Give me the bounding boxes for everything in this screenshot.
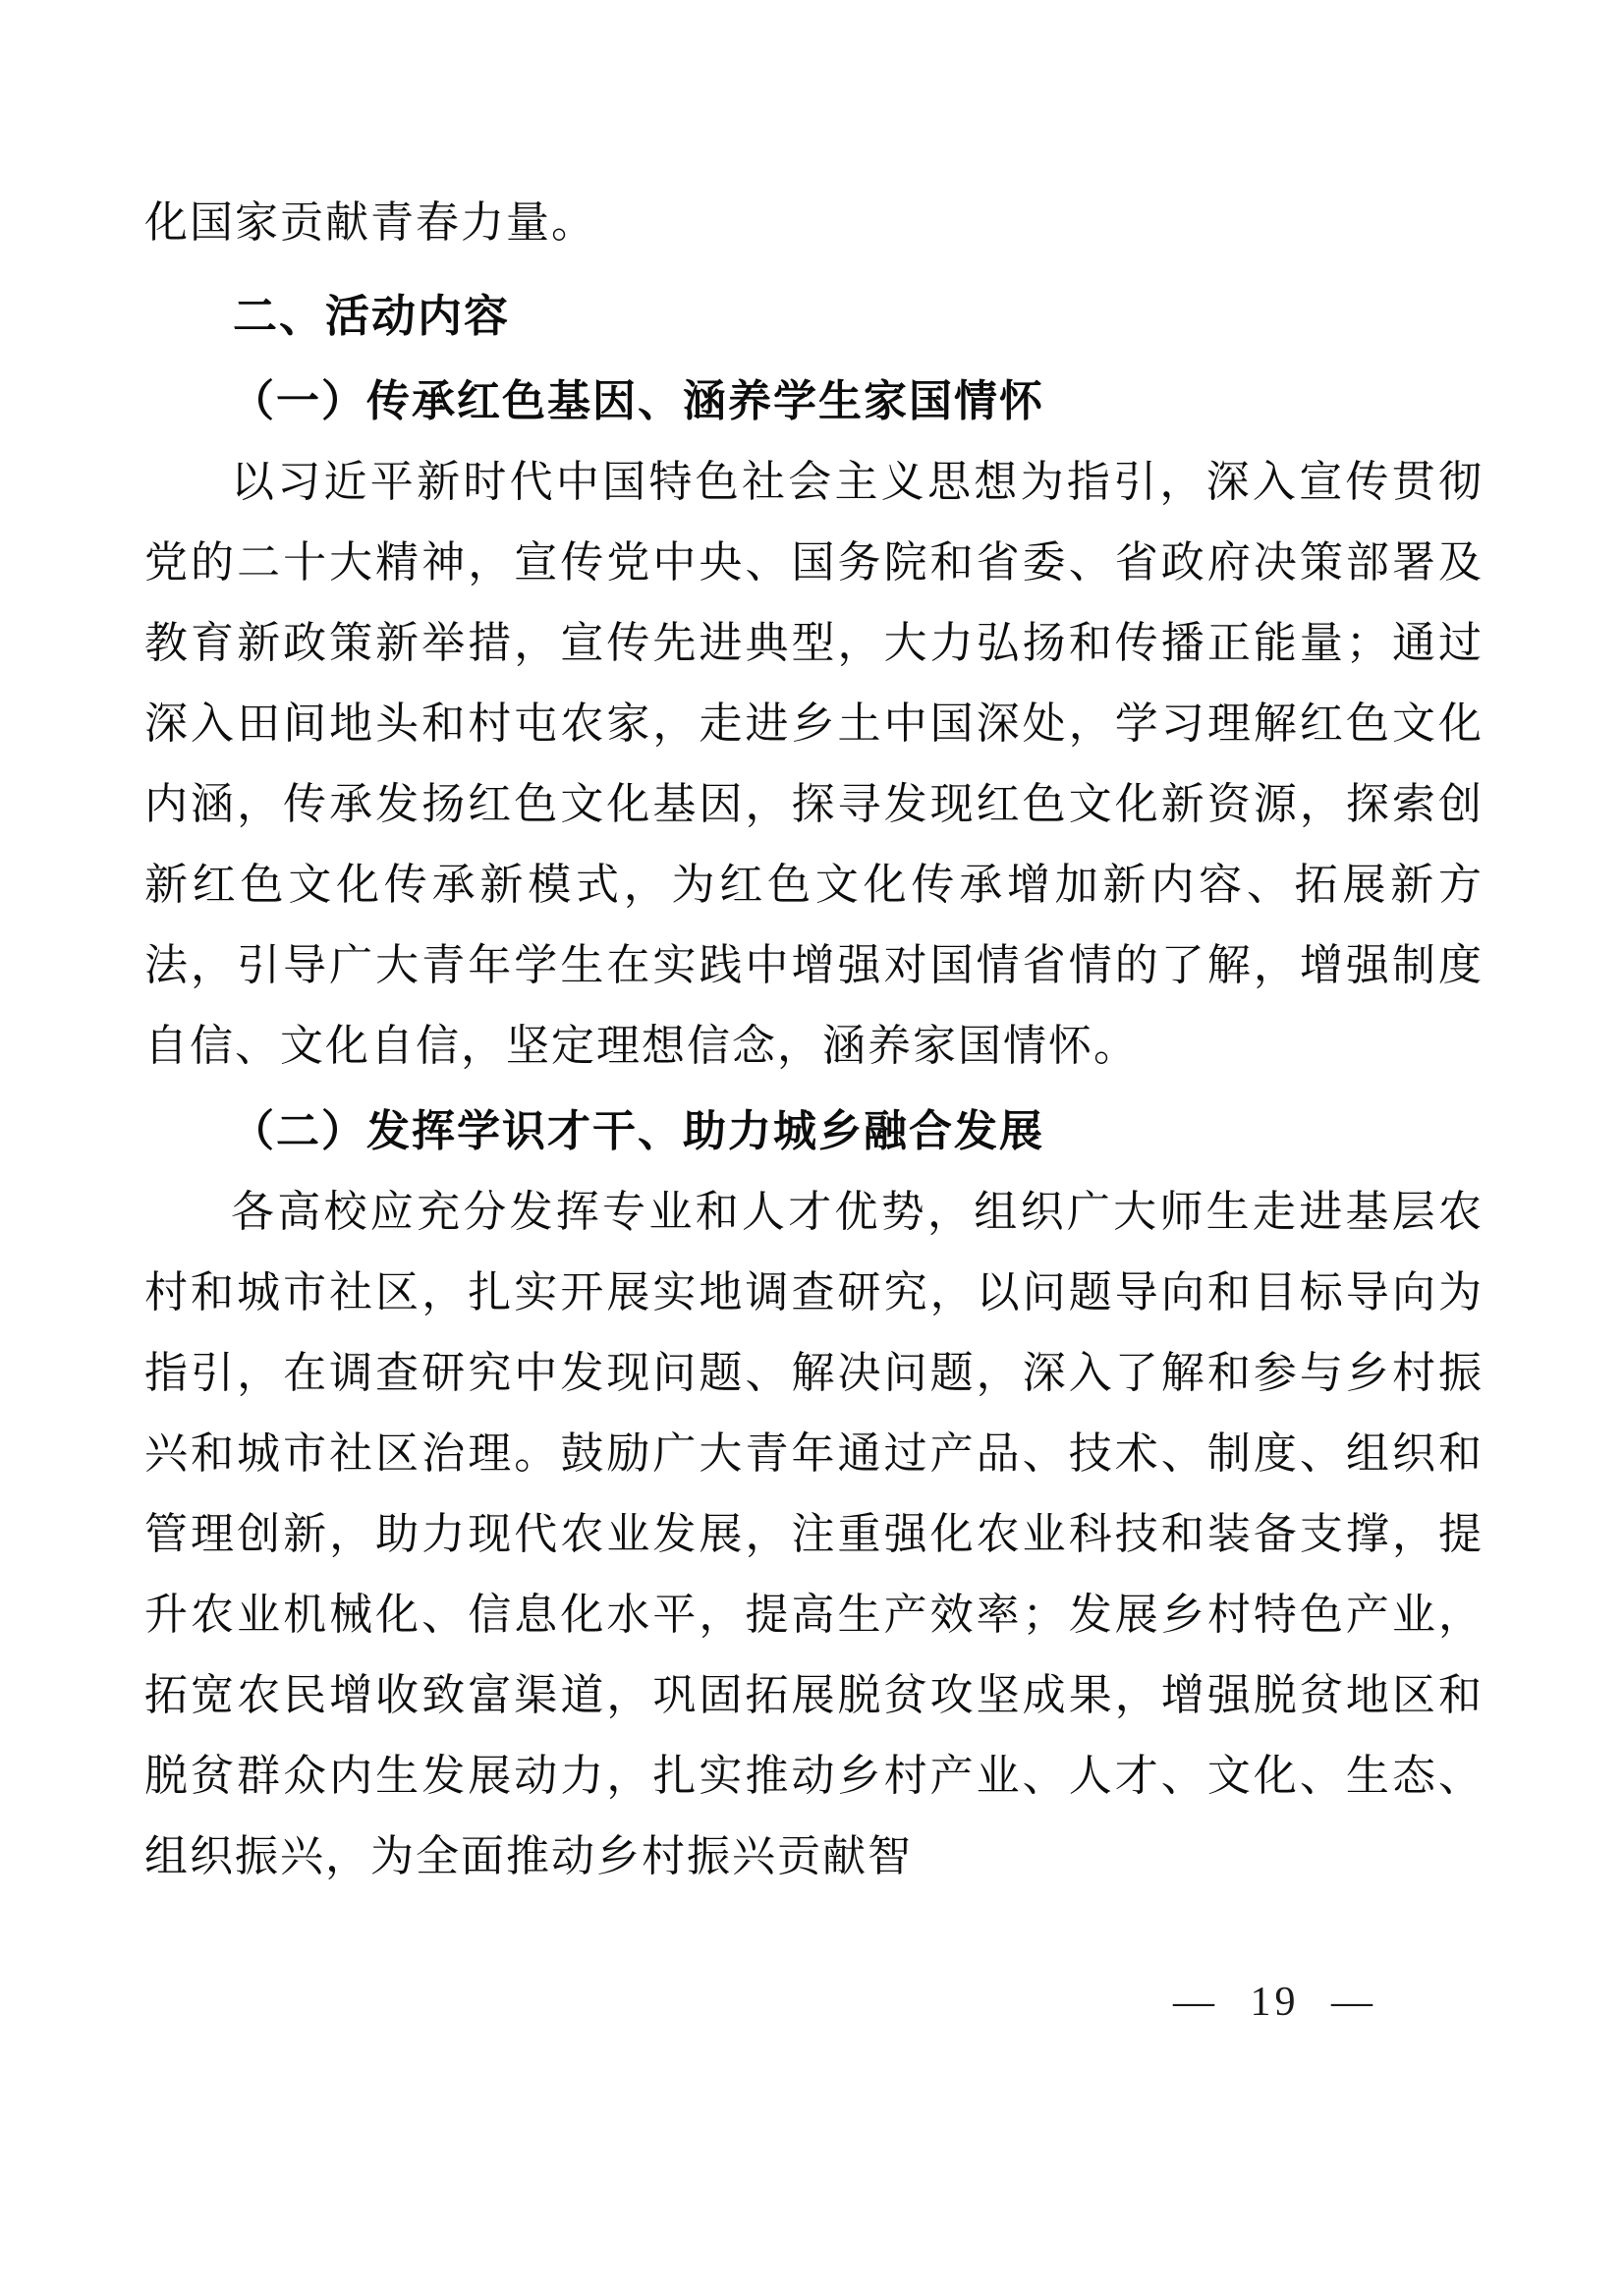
subsection-heading-1: （一）传承红色基因、涵养学生家国情怀 bbox=[231, 377, 1044, 425]
subsection-body-1: 以习近平新时代中国特色社会主义思想为指引，深入宣传贯彻党的二十大精神，宣传党中央、国务院和省委、省政府决策部署及教育新政策新举措，宣传先进典型，大力弘扬和传播正能量；通过深入田间地头和村屯农家，走进乡土中国深处，学习理解红色文化内涵，传承发扬红色文化基因，探寻发现红色文化新资源，探索创新红色文化传承新模式，为红色文化传承增加新内容、拓展新方法，引导广大青年学生在实践中增强对国情省情的了解，增强制度自信、文化自信，坚定理想信念，涵养家国情怀。 bbox=[144, 458, 1484, 1070]
page-content bbox=[144, 183, 1484, 1897]
subsection-heading-2: （二）发挥学识才干、助力城乡融合发展 bbox=[231, 1107, 1044, 1155]
subsection-body-2: 各高校应充分发挥专业和人才优势，组织广大师生走进基层农村和城市社区，扎实开展实地调查研究，以问题导向和目标导向为指引，在调查研究中发现问题、解决问题，深入了解和参与乡村振兴和城市社区治理。鼓励广大青年通过产品、技术、制度、组织和管理创新，助力现代农业发展，注重强化农业科技和装备支撑，提升农业机械化、信息化水平，提高生产效率；发展乡村特色产业，拓宽农民增收致富渠道，巩固拓展脱贫攻坚成果，增强脱贫地区和脱贫群众内生发展动力，扎实推动乡村产业、人才、文化、生态、组织振兴，为全面推动乡村振兴贡献智 bbox=[144, 1188, 1484, 1880]
section-heading: 二、活动内容 bbox=[233, 291, 511, 341]
continuation-paragraph: 化国家贡献青春力量。 bbox=[144, 198, 596, 247]
page-number: — 19 — bbox=[1173, 1980, 1376, 2025]
